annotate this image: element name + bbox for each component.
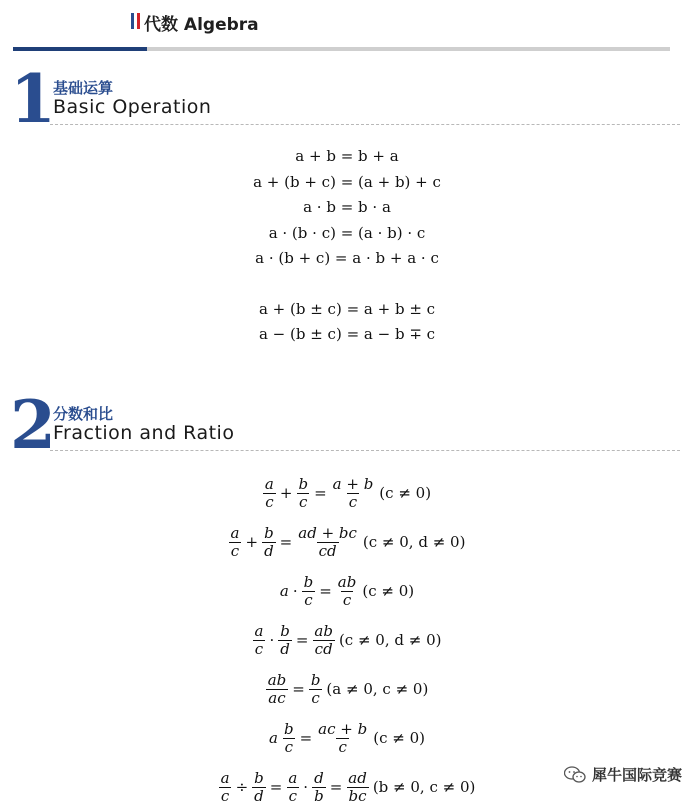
header-divider-accent bbox=[13, 47, 147, 51]
section-divider bbox=[50, 124, 680, 125]
formula-token: · bbox=[303, 778, 309, 796]
formula-token: = bbox=[329, 778, 343, 796]
formula-basic: a + b = b + a bbox=[295, 147, 399, 165]
formula-fraction bbox=[0, 470, 694, 516]
formula-token: = bbox=[319, 582, 332, 600]
fraction: $\frac{ad + bc}{cd}$ bbox=[298, 523, 357, 560]
fraction: $\frac{a}{c}$ bbox=[220, 768, 230, 805]
fraction: $\frac{b}{c}$ bbox=[310, 670, 321, 707]
formula-token: (a ≠ 0, c ≠ 0) bbox=[326, 680, 429, 698]
fraction: $\frac{a}{c}$ bbox=[264, 474, 274, 511]
section-title-cn: 基础运算 bbox=[53, 79, 114, 97]
fraction: $\frac{ab}{ac}$ bbox=[267, 670, 287, 707]
section-number: 2 bbox=[10, 386, 56, 464]
section-title-en: Fraction and Ratio bbox=[53, 422, 235, 444]
formula-token: ÷ bbox=[235, 778, 249, 796]
formula-token: · bbox=[292, 582, 298, 600]
section-title-en: Basic Operation bbox=[53, 96, 212, 118]
formula-basic: a + (b + c) = (a + b) + c bbox=[253, 173, 441, 191]
formula-basic: a − (b ± c) = a − b ∓ c bbox=[258, 325, 436, 343]
formula-token: = bbox=[295, 631, 309, 649]
formula-fraction bbox=[0, 617, 694, 663]
section-number: 1 bbox=[10, 60, 56, 138]
formula-basic: a · (b + c) = a · b + a · c bbox=[255, 249, 439, 267]
formula-fraction bbox=[0, 666, 694, 712]
formula-token: + bbox=[245, 533, 259, 551]
formula-fraction bbox=[0, 715, 694, 761]
fraction: $\frac{b}{d}$ bbox=[254, 768, 264, 805]
formula-token: = bbox=[299, 729, 313, 747]
formula-token: (c ≠ 0, d ≠ 0) bbox=[362, 533, 466, 551]
fraction: $\frac{ab}{c}$ bbox=[337, 572, 357, 609]
formula-fraction bbox=[0, 519, 694, 565]
section-fraction-ratio bbox=[10, 386, 680, 464]
fraction: $\frac{b}{c}$ bbox=[303, 572, 314, 609]
fraction: $\frac{b}{c}$ bbox=[298, 474, 309, 511]
formula-token: · bbox=[269, 631, 275, 649]
fraction: $\frac{b}{d}$ bbox=[280, 621, 290, 658]
formula-token: (c ≠ 0) bbox=[379, 484, 432, 502]
formula-basic: a · b = b · a bbox=[303, 198, 391, 216]
fraction: $\frac{b}{c}$ bbox=[283, 719, 294, 756]
watermark-text: 犀牛国际竞赛 bbox=[591, 766, 682, 784]
watermark bbox=[564, 764, 682, 785]
fraction: $\frac{a}{c}$ bbox=[288, 768, 298, 805]
formula-token: a bbox=[269, 729, 278, 747]
wechat-icon bbox=[564, 766, 586, 784]
formula-token: (c ≠ 0) bbox=[362, 582, 415, 600]
formula-basic: a · (b · c) = (a · b) · c bbox=[268, 224, 426, 242]
formula-token: = bbox=[314, 484, 327, 502]
formula-token: = bbox=[292, 680, 305, 698]
section-basic-operation bbox=[10, 60, 680, 138]
fraction: $\frac{a}{c}$ bbox=[230, 523, 240, 560]
formula-token: = bbox=[269, 778, 283, 796]
formula-token: = bbox=[279, 533, 293, 551]
formula-token: (c ≠ 0, d ≠ 0) bbox=[338, 631, 442, 649]
fraction: $\frac{ab}{cd}$ bbox=[314, 621, 333, 658]
fraction: $\frac{ad}{bc}$ bbox=[348, 768, 367, 805]
fraction: $\frac{b}{d}$ bbox=[264, 523, 274, 560]
section-divider bbox=[50, 450, 680, 451]
section-title-cn: 分数和比 bbox=[53, 405, 114, 423]
formula-token: (c ≠ 0) bbox=[373, 729, 425, 747]
page-header bbox=[0, 0, 694, 52]
flag-marker-icon bbox=[131, 13, 140, 29]
formula-token: + bbox=[279, 484, 293, 502]
formula-basic: a + (b ± c) = a + b ± c bbox=[258, 300, 436, 318]
formula-token: (b ≠ 0, c ≠ 0) bbox=[372, 778, 476, 796]
fraction: $\frac{a + b}{c}$ bbox=[332, 474, 374, 511]
fraction: $\frac{d}{b}$ bbox=[314, 768, 324, 805]
fraction: $\frac{ac + b}{c}$ bbox=[318, 719, 368, 756]
formula-fraction bbox=[0, 568, 694, 614]
fraction: $\frac{a}{c}$ bbox=[254, 621, 264, 658]
formula-token: a bbox=[279, 582, 289, 600]
page-title: 代数 Algebra bbox=[144, 15, 259, 35]
